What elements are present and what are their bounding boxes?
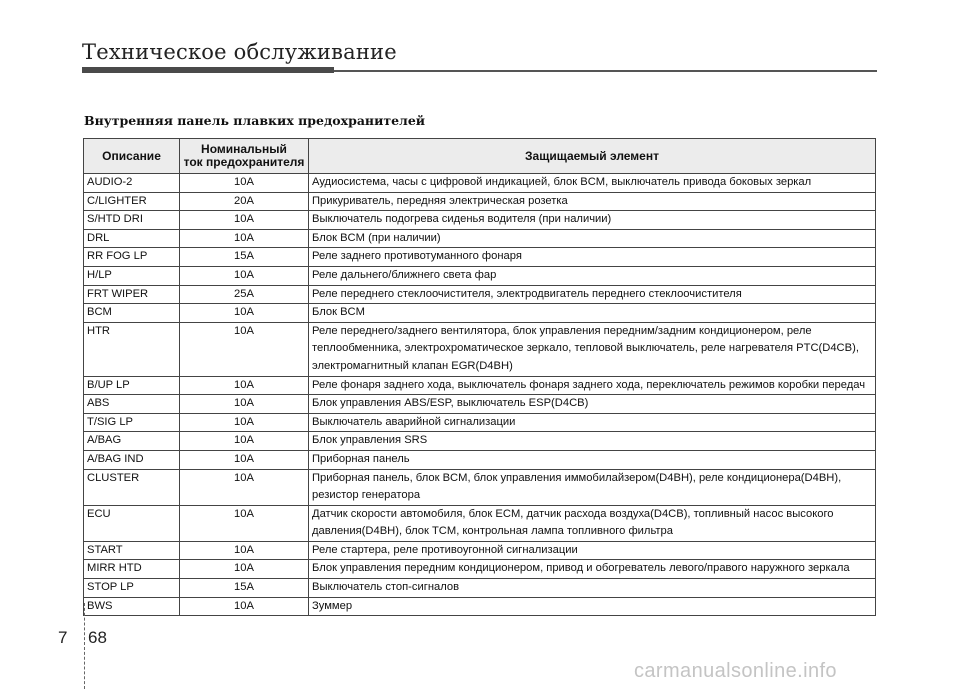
fuse-protected: Прикуриватель, передняя электрическая розетка xyxy=(309,192,876,211)
fuse-rating: 20A xyxy=(180,192,309,211)
table-row xyxy=(84,285,876,304)
header-rating-line2: ток предохранителя xyxy=(183,155,305,169)
fuse-protected: Зуммер xyxy=(309,597,876,616)
chapter-number: 7 xyxy=(58,628,68,647)
fuse-protected: Реле стартера, реле противоугонной сигнализации xyxy=(309,541,876,560)
fuse-table-body xyxy=(84,174,876,616)
fuse-name: BCM xyxy=(84,304,180,323)
fuse-name: A/BAG IND xyxy=(84,450,180,469)
page-margin-guide xyxy=(84,603,85,689)
table-row xyxy=(84,192,876,211)
fuse-name: START xyxy=(84,541,180,560)
page-header-title: Техническое обслуживание xyxy=(82,40,397,64)
fuse-rating: 10A xyxy=(180,211,309,230)
fuse-name: FRT WIPER xyxy=(84,285,180,304)
fuse-name: ECU xyxy=(84,505,180,541)
fuse-rating: 10A xyxy=(180,322,309,376)
fuse-protected: Блок BCM xyxy=(309,304,876,323)
table-row xyxy=(84,505,876,541)
fuse-protected: Выключатель подогрева сиденья водителя (при наличии) xyxy=(309,211,876,230)
watermark: carmanualsonline.info xyxy=(634,660,837,682)
table-row xyxy=(84,597,876,616)
fuse-protected: Выключатель аварийной сигнализации xyxy=(309,413,876,432)
table-row xyxy=(84,541,876,560)
header-rule xyxy=(334,70,877,72)
fuse-name: S/HTD DRI xyxy=(84,211,180,230)
fuse-name: B/UP LP xyxy=(84,376,180,395)
table-row xyxy=(84,174,876,193)
fuse-name: A/BAG xyxy=(84,432,180,451)
fuse-rating: 15A xyxy=(180,579,309,598)
header-protected: Защищаемый элемент xyxy=(309,139,876,174)
fuse-name: HTR xyxy=(84,322,180,376)
fuse-protected: Приборная панель, блок BCM, блок управления иммобилайзером(D4BH), реле кондиционера(D4BH), резистор генератора xyxy=(309,469,876,505)
fuse-protected: Блок управления SRS xyxy=(309,432,876,451)
fuse-name: T/SIG LP xyxy=(84,413,180,432)
fuse-protected: Аудиосистема, часы с цифровой индикацией, блок BCM, выключатель привода боковых зеркал xyxy=(309,174,876,193)
table-row xyxy=(84,266,876,285)
table-row xyxy=(84,229,876,248)
table-row xyxy=(84,211,876,230)
table-row xyxy=(84,450,876,469)
fuse-name: C/LIGHTER xyxy=(84,192,180,211)
fuse-rating: 10A xyxy=(180,304,309,323)
page-number: 68 xyxy=(88,628,107,647)
table-row xyxy=(84,432,876,451)
fuse-name: BWS xyxy=(84,597,180,616)
table-row xyxy=(84,304,876,323)
fuse-name: AUDIO-2 xyxy=(84,174,180,193)
fuse-name: CLUSTER xyxy=(84,469,180,505)
fuse-rating: 10A xyxy=(180,395,309,414)
fuse-protected: Реле переднего/заднего вентилятора, блок управления передним/задним кондиционером, реле теплообменника, электрохроматическое зеркало, тепловой выключатель, реле нагревателя PTC(D4CB), электромагнитный клапан EGR(D4BH) xyxy=(309,322,876,376)
fuse-protected: Выключатель стоп-сигналов xyxy=(309,579,876,598)
fuse-table xyxy=(83,138,876,616)
fuse-rating: 15A xyxy=(180,248,309,267)
table-row xyxy=(84,413,876,432)
fuse-name: MIRR HTD xyxy=(84,560,180,579)
fuse-rating: 10A xyxy=(180,469,309,505)
header-rating xyxy=(180,139,309,174)
fuse-rating: 10A xyxy=(180,505,309,541)
table-row xyxy=(84,395,876,414)
header-rating-line1: Номинальный xyxy=(201,142,287,156)
table-row xyxy=(84,248,876,267)
fuse-rating: 10A xyxy=(180,450,309,469)
fuse-protected: Реле заднего противотуманного фонаря xyxy=(309,248,876,267)
fuse-name: STOP LP xyxy=(84,579,180,598)
fuse-rating: 10A xyxy=(180,560,309,579)
fuse-name: H/LP xyxy=(84,266,180,285)
table-row xyxy=(84,376,876,395)
header-bar-accent xyxy=(82,67,334,73)
fuse-name: RR FOG LP xyxy=(84,248,180,267)
fuse-protected: Реле дальнего/ближнего света фар xyxy=(309,266,876,285)
fuse-protected: Реле фонаря заднего хода, выключатель фонаря заднего хода, переключатель режимов коробки передач xyxy=(309,376,876,395)
fuse-protected: Приборная панель xyxy=(309,450,876,469)
fuse-rating: 10A xyxy=(180,597,309,616)
fuse-rating: 10A xyxy=(180,229,309,248)
fuse-protected: Реле переднего стеклоочистителя, электродвигатель переднего стеклоочистителя xyxy=(309,285,876,304)
table-row xyxy=(84,579,876,598)
fuse-rating: 10A xyxy=(180,376,309,395)
header-description: Описание xyxy=(84,139,180,174)
fuse-name: DRL xyxy=(84,229,180,248)
table-row xyxy=(84,560,876,579)
table-header-row xyxy=(84,139,876,174)
fuse-name: ABS xyxy=(84,395,180,414)
table-row xyxy=(84,322,876,376)
fuse-rating: 10A xyxy=(180,266,309,285)
fuse-rating: 10A xyxy=(180,174,309,193)
fuse-protected: Блок управления передним кондиционером, привод и обогреватель левого/правого наружного зеркала xyxy=(309,560,876,579)
fuse-rating: 25A xyxy=(180,285,309,304)
section-title: Внутренняя панель плавких предохранителей xyxy=(84,113,426,128)
fuse-rating: 10A xyxy=(180,541,309,560)
fuse-rating: 10A xyxy=(180,432,309,451)
fuse-rating: 10A xyxy=(180,413,309,432)
fuse-protected: Датчик скорости автомобиля, блок ECM, датчик расхода воздуха(D4CB), топливный насос высокого давления(D4BH), блок TCM, контрольная лампа топливного фильтра xyxy=(309,505,876,541)
table-row xyxy=(84,469,876,505)
fuse-protected: Блок BCM (при наличии) xyxy=(309,229,876,248)
fuse-protected: Блок управления ABS/ESP, выключатель ESP(D4CB) xyxy=(309,395,876,414)
